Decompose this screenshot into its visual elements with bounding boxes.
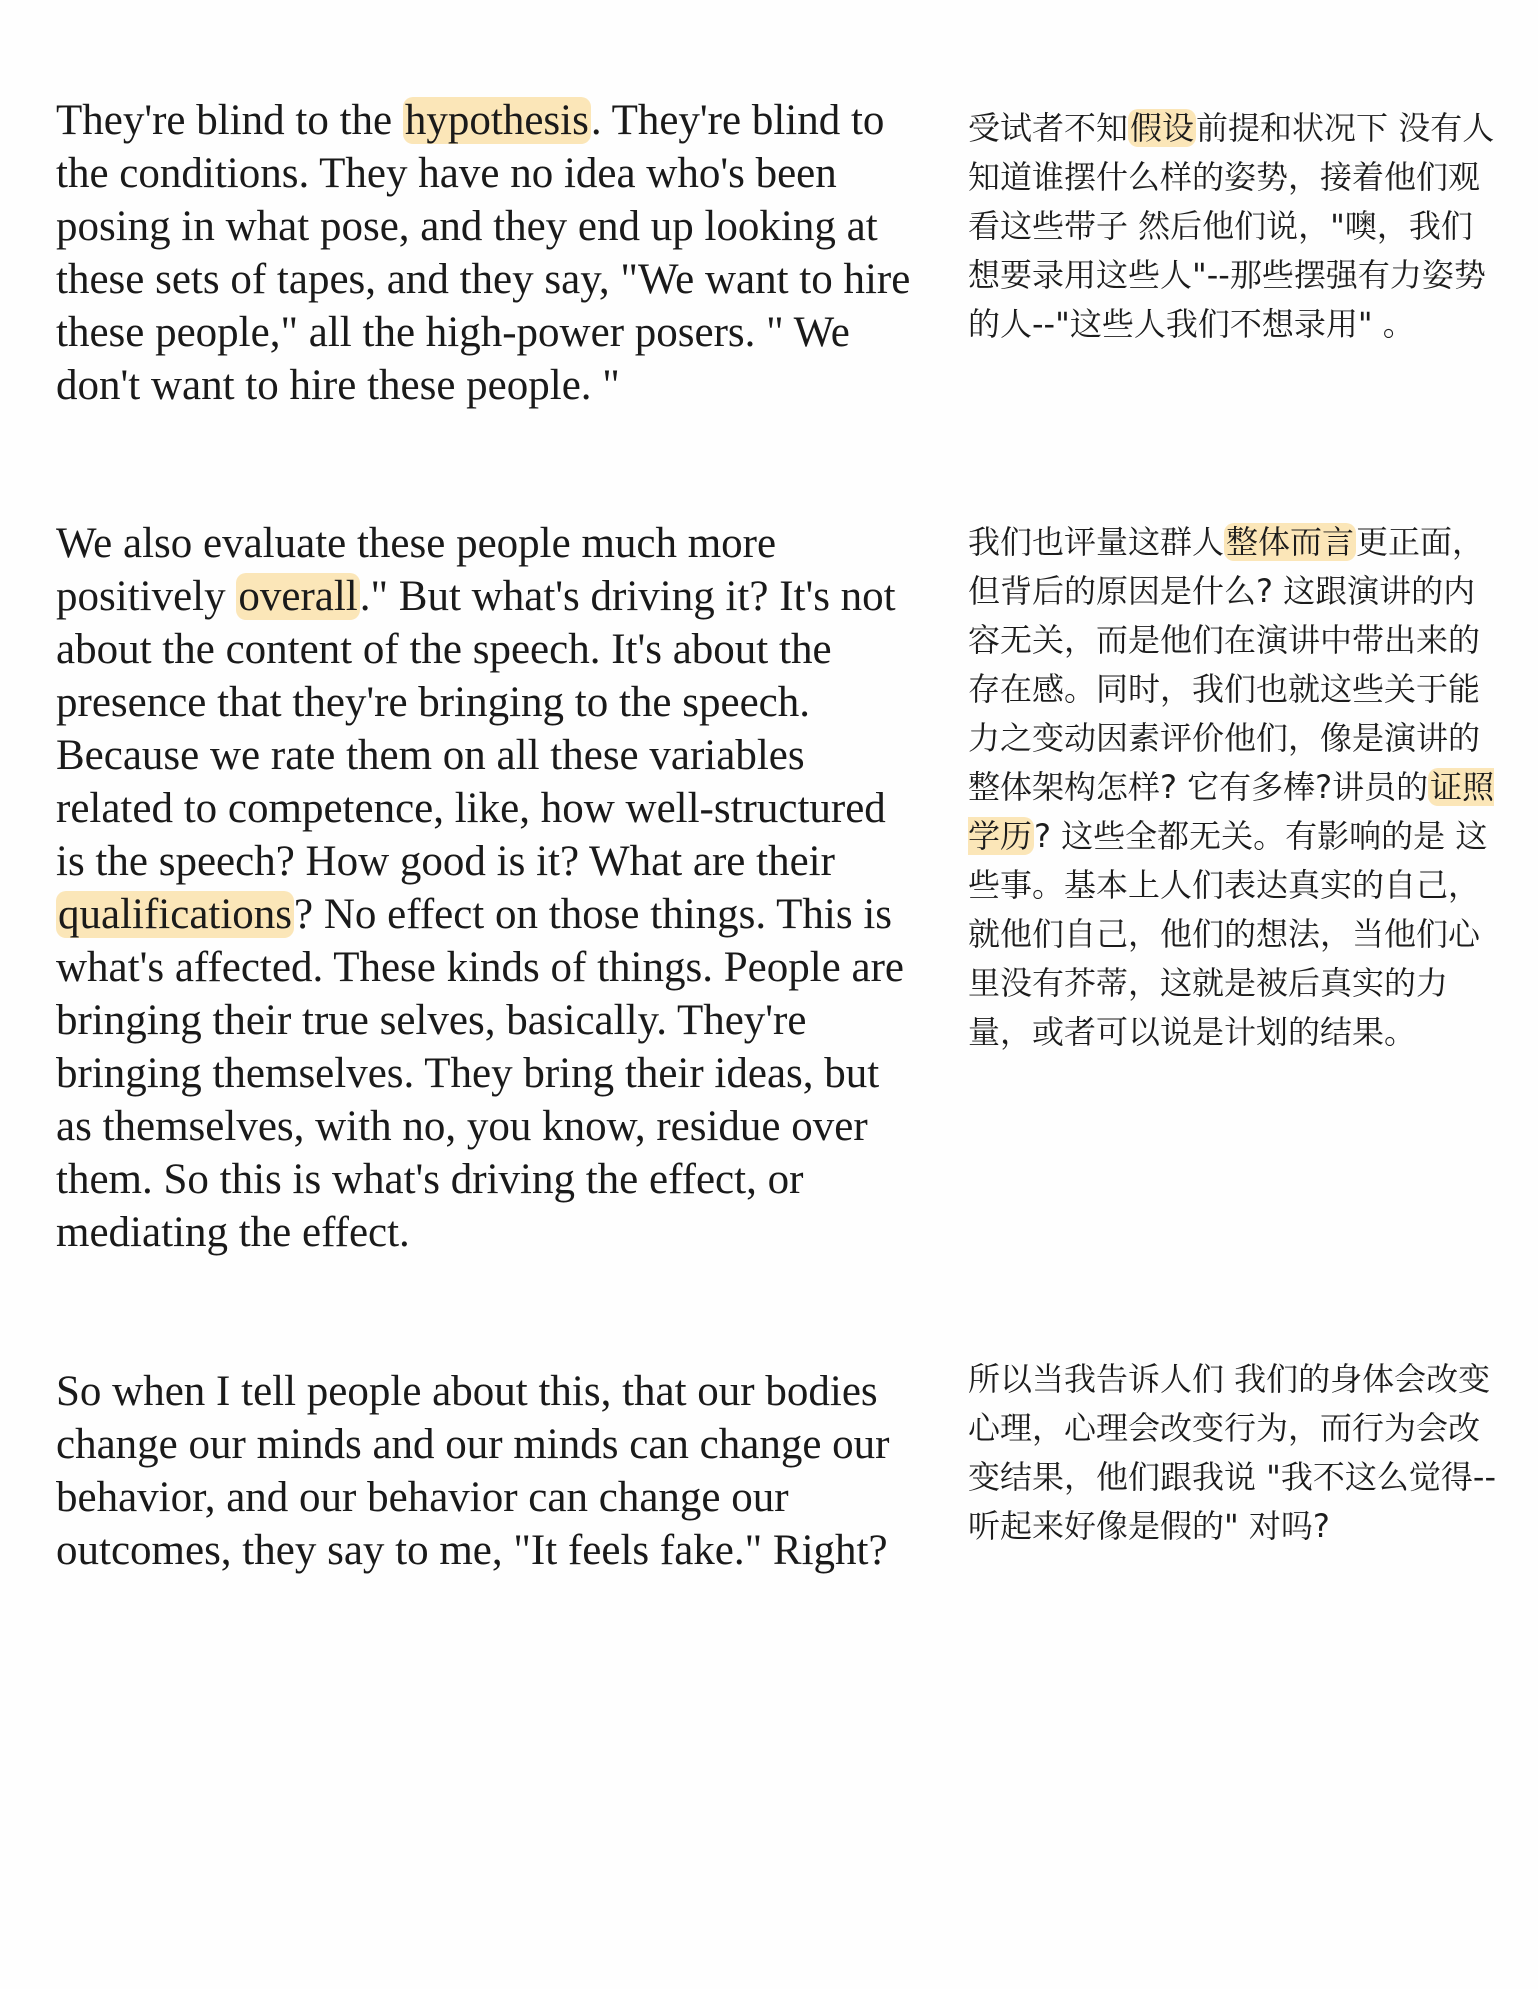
text-segment: We also evaluate these people much more positively [56,520,777,620]
text-segment: ? 这些全都无关。有影响的是 这些事。基本上人们表达真实的自己，就他们自己，他们的想法，当他们心里没有芥蒂，这就是被后真实的力量，或者可以说是计划的结果。 [968,817,1488,1051]
text-segment: 受试者不知 [968,109,1129,147]
chinese-paragraph-2 [968,518,1498,1057]
text-segment: ." But what's driving it? It's not about the content of the speech. It's about the presence that they're bringing to the speech. Because we rate them on all these variables related to competence, like, how well-structured is the speech? How good is it? What are their [56,573,896,885]
text-segment: 更正面，但背后的原因是什么? 这跟演讲的内容无关，而是他们在演讲中带出来的存在感。同时，我们也就这些关于能力之变动因素评价他们，像是演讲的整体架构怎样? 它有多棒?讲员的 [968,523,1485,806]
english-paragraph-3 [56,1365,916,1577]
text-segment: . They're blind to the conditions. They have no idea who's been posing in what pose, and they end up looking at these sets of tapes, and they say, "We want to hire these people," all the high-power posers. " We don't want to hire these people. " [56,97,911,409]
highlighted-word: hypothesis [404,97,589,144]
english-paragraph-1 [56,94,916,412]
highlighted-word: qualifications [58,891,293,938]
text-segment: They're blind to the [56,97,403,144]
text-segment: 前提和状况下 没有人知道谁摆什么样的姿势，接着他们观看这些带子 然后他们说，"噢，我们想要录用这些人"--那些摆强有力姿势的人--"这些人我们不想录用" 。 [968,109,1495,343]
chinese-paragraph-1 [968,104,1498,349]
text-segment: 所以当我告诉人们 我们的身体会改变心理，心理会改变行为，而行为会改变结果，他们跟我说 "我不这么觉得--听起来好像是假的" 对吗? [968,1360,1496,1545]
text-segment: ? No effect on those things. This is what's affected. These kinds of things. People are bringing their true selves, basically. They're bringing themselves. They bring their ideas, but as themselves, with no, you know, residue over them. So this is what's driving the effect, or mediating the effect. [56,891,905,1256]
highlighted-word: overall [238,573,358,620]
highlighted-word: 假设 [1130,109,1195,147]
text-segment: 我们也评量这群人 [968,523,1225,561]
chinese-paragraph-3 [968,1355,1498,1551]
text-segment: So when I tell people about this, that our bodies change our minds and our minds can change our behavior, and our behavior can change our outcomes, they say to me, "It feels fake." Right? [56,1368,890,1574]
english-paragraph-2 [56,517,916,1259]
highlighted-word: 整体而言 [1226,523,1355,561]
highlighted-word: 证照学历 [968,768,1495,855]
